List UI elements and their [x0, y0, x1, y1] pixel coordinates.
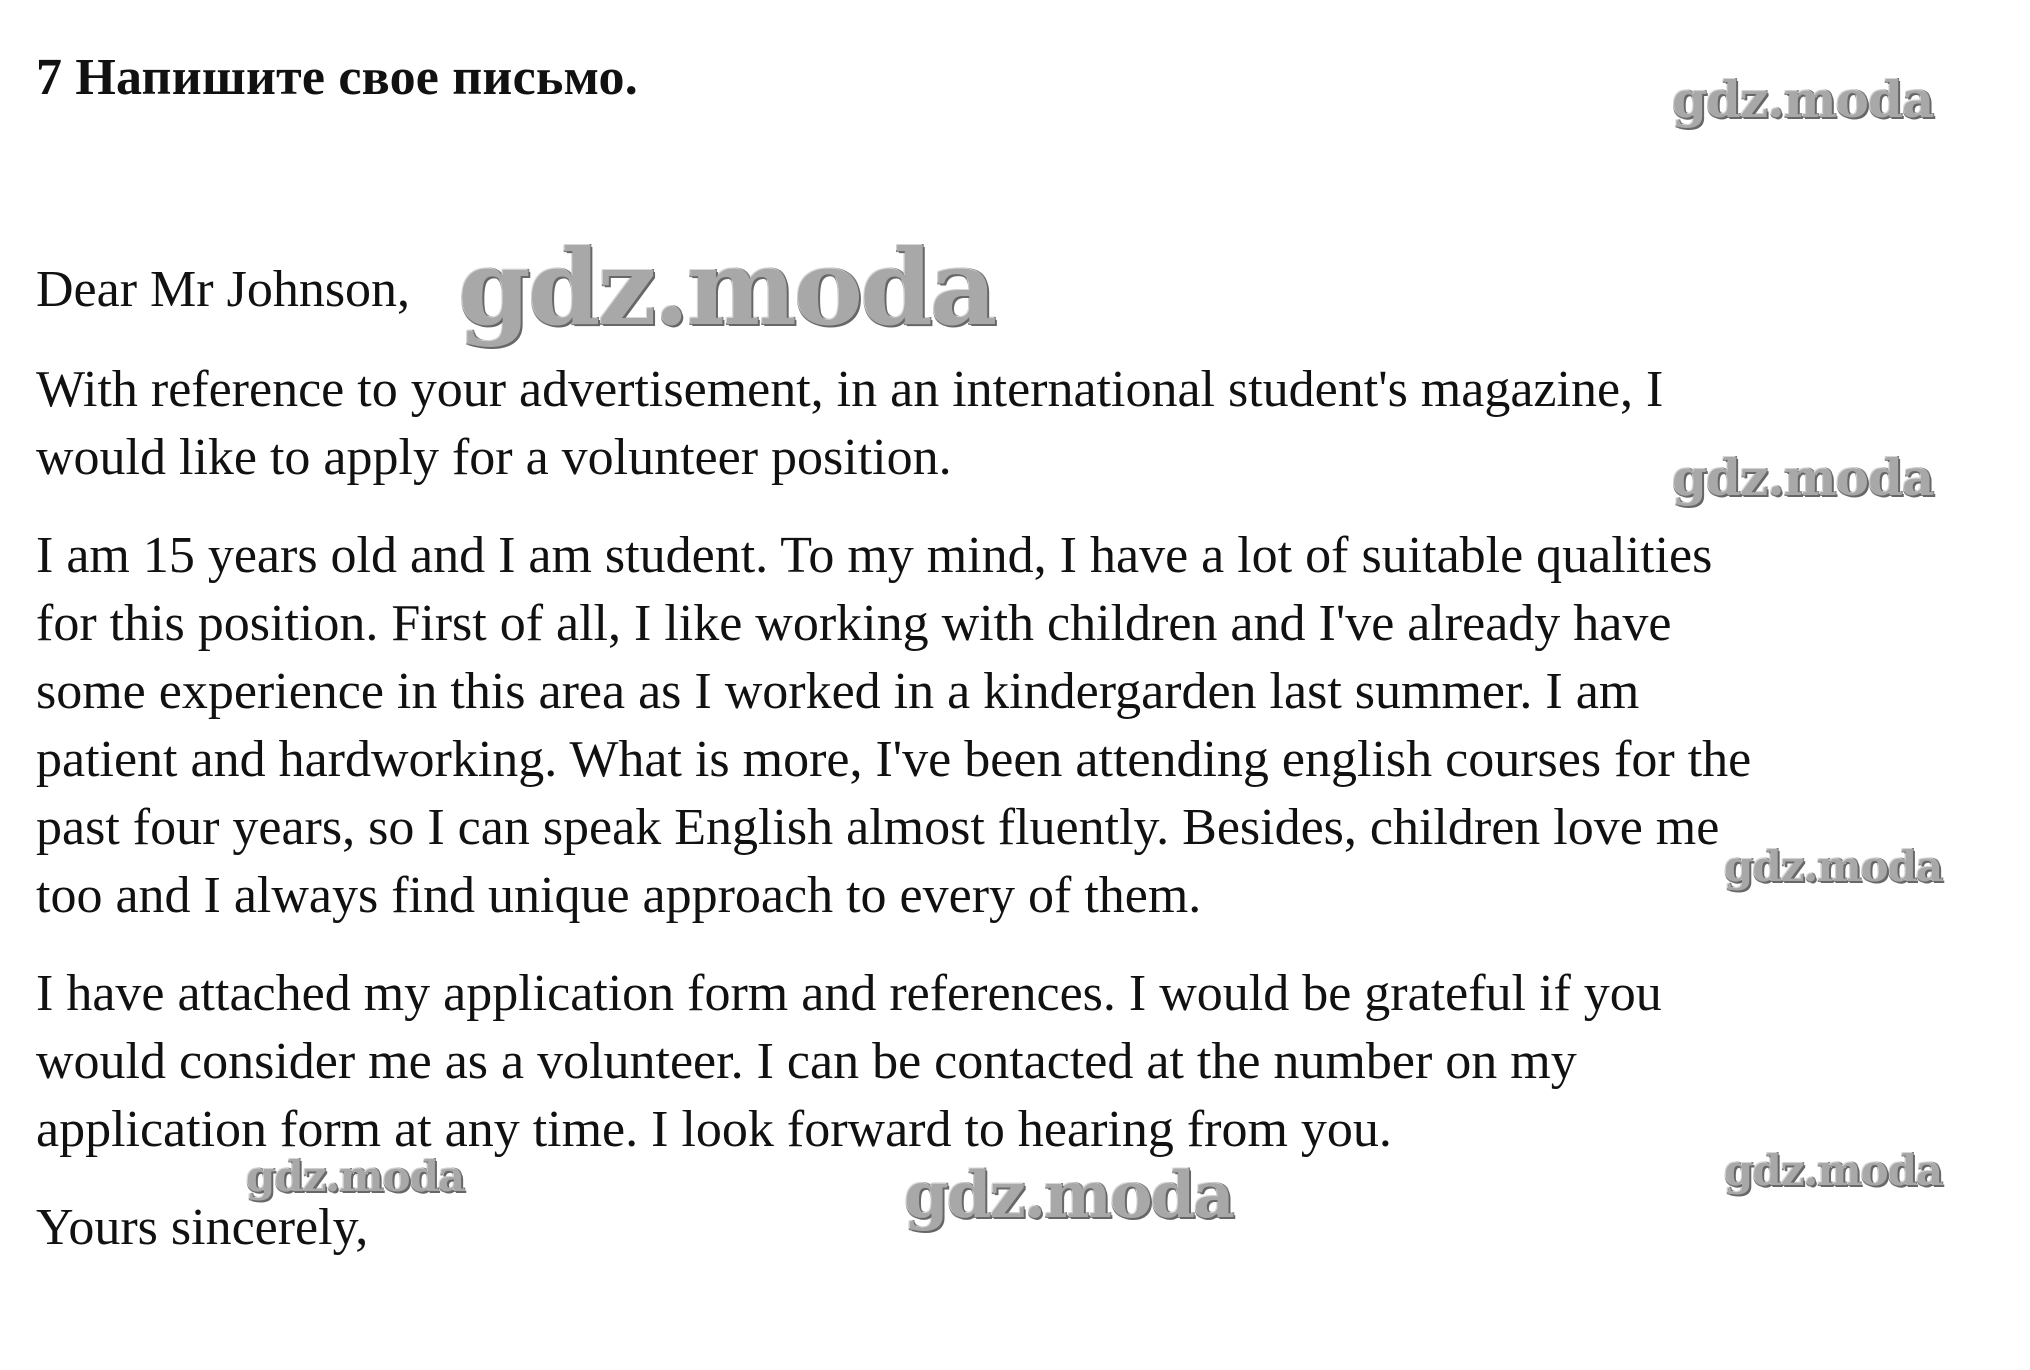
letter-line: I have attached my application form and references. I would be grateful if you: [36, 965, 1662, 1022]
letter-salutation: Dear Mr Johnson,: [36, 261, 411, 318]
letter-line: would like to apply for a volunteer position.: [36, 429, 952, 486]
letter-line: too and I always find unique approach to every of them.: [36, 867, 1202, 924]
letter-line: some experience in this area as I worked in a kindergarden last summer. I am: [36, 663, 1640, 720]
watermark: gdz.moda: [246, 1152, 465, 1201]
letter-paragraph-3: [36, 960, 2016, 1164]
letter-line: With reference to your advertisement, in an international student's magazine, I: [36, 361, 1664, 418]
watermark: gdz.moda: [1724, 1146, 1943, 1195]
letter-line: for this position. First of all, I like working with children and I've already have: [36, 595, 1672, 652]
letter-body: [36, 256, 2016, 1262]
letter-closing: Yours sincerely,: [36, 1199, 369, 1256]
watermark: gdz.moda: [1672, 448, 1934, 507]
task-heading: 7 Напишите свое письмо.: [36, 49, 638, 106]
letter-line: application form at any time. I look forward to hearing from you.: [36, 1101, 1392, 1158]
letter-paragraph-2: [36, 522, 2016, 930]
watermark: gdz.moda: [904, 1158, 1233, 1233]
watermark: gdz.moda: [1672, 70, 1934, 129]
watermark: gdz.moda: [458, 226, 995, 349]
letter-line: I am 15 years old and I am student. To my mind, I have a lot of suitable qualities: [36, 527, 1713, 584]
letter-line: would consider me as a volunteer. I can be contacted at the number on my: [36, 1033, 1577, 1090]
letter-line: patient and hardworking. What is more, I've been attending english courses for the: [36, 731, 1752, 788]
letter-line: past four years, so I can speak English almost fluently. Besides, children love me: [36, 799, 1720, 856]
watermark: gdz.moda: [1724, 842, 1943, 891]
